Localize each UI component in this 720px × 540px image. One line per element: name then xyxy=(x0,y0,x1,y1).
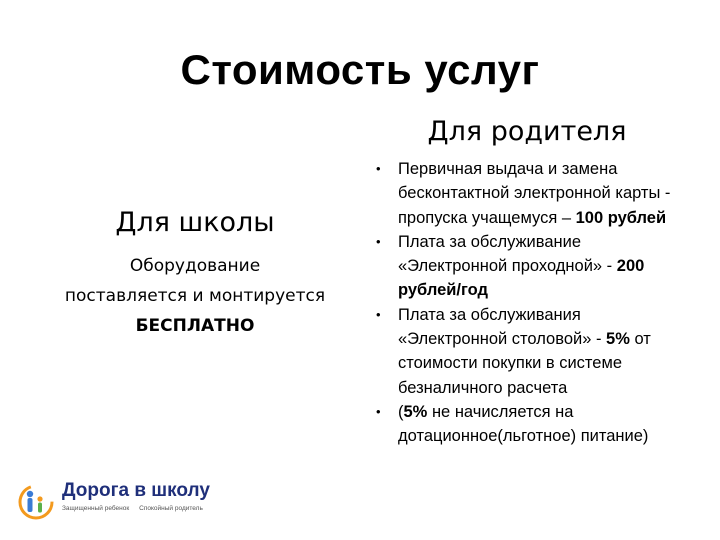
parent-price-list xyxy=(372,157,692,449)
logo-tagline xyxy=(62,505,203,513)
list-item xyxy=(372,157,692,230)
item-price: 5% xyxy=(606,330,630,349)
item-price: 5% xyxy=(403,402,428,421)
logo xyxy=(16,479,246,523)
list-item xyxy=(372,400,692,449)
item-tail: не начисляется на дотационное(льготное) питание) xyxy=(398,402,649,446)
item-price: 100 рублей xyxy=(575,208,667,227)
parent-heading: Для родителя xyxy=(427,116,627,147)
parent-head xyxy=(27,491,33,497)
emblem-ring xyxy=(20,486,52,518)
child-body xyxy=(38,503,42,513)
item-text: Первичная выдача и замена бесконтактной электронной карты - пропуска учащемуся – xyxy=(398,160,671,227)
bullet-icon: • xyxy=(376,233,381,249)
school-line-3: БЕСПЛАТНО xyxy=(135,316,255,336)
school-description xyxy=(45,251,345,341)
child-head xyxy=(37,496,42,501)
family-emblem-icon xyxy=(16,481,56,521)
item-price: 200 рублей/год xyxy=(398,257,645,300)
school-section xyxy=(45,205,345,341)
item-text: Плата за обслуживания «Электронной столовой» - xyxy=(398,305,607,349)
bullet-icon: • xyxy=(376,306,381,322)
bullet-icon: • xyxy=(376,161,381,176)
list-item xyxy=(372,230,692,303)
logo-tagline-1: Защищенный ребенок xyxy=(62,505,130,512)
school-line-1: Оборудование xyxy=(129,256,261,276)
slide-title: Стоимость услуг xyxy=(180,46,540,93)
item-text: Плата за обслуживание «Электронной проходной» - xyxy=(398,232,617,276)
logo-name: Дорога в школу xyxy=(62,480,210,501)
school-line-2: поставляется и монтируется xyxy=(64,286,326,306)
school-heading: Для школы xyxy=(115,207,275,238)
item-text: ( xyxy=(398,402,404,421)
item-tail: от стоимости покупки в системе безналичного расчета xyxy=(398,330,651,397)
logo-tagline-2: Спокойный родитель xyxy=(139,505,203,512)
list-item xyxy=(372,303,692,400)
parent-body xyxy=(28,498,33,512)
bullet-icon: • xyxy=(376,403,381,419)
